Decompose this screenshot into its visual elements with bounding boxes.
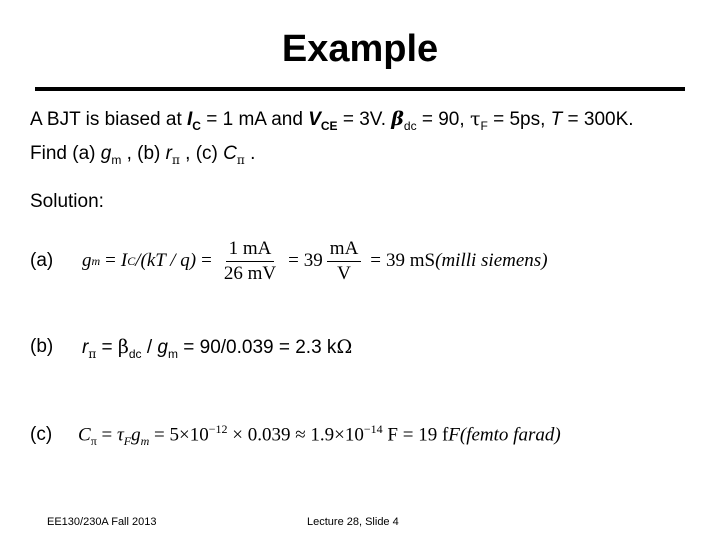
find-end-text: . xyxy=(244,142,256,164)
find-a-text: Find (a) xyxy=(30,142,101,164)
temperature-symbol: T xyxy=(550,109,563,130)
eq-b-r: r xyxy=(82,337,89,358)
eq-b-beta: β xyxy=(117,336,129,358)
eq-a-equals-2: = xyxy=(201,250,212,271)
rpi-subscript: π xyxy=(172,152,180,167)
ic-subscript: C xyxy=(192,118,201,133)
tau-subscript: F xyxy=(480,118,488,133)
eq-a-kt-q: /(kT / q) xyxy=(135,250,197,271)
eq-b-omega: Ω xyxy=(336,336,353,358)
vce-value: = 3V. xyxy=(337,109,392,130)
eq-a-ic-sub: C xyxy=(127,253,136,268)
equation-a xyxy=(82,233,548,289)
ic-symbol: I xyxy=(187,109,193,130)
eq-a-gm: g xyxy=(82,250,92,271)
eq-a-coefficient: 39 xyxy=(303,250,323,271)
cpi-subscript: π xyxy=(236,152,245,167)
eq-a-fraction-2 xyxy=(327,238,362,285)
problem-text: A BJT is biased at xyxy=(30,109,188,130)
eq-a-gm-sub: m xyxy=(91,253,101,268)
slide-title: Example xyxy=(281,28,439,70)
eq-c-m: m xyxy=(140,434,150,449)
eq-a-equals-1: = xyxy=(105,250,116,271)
find-c-text: , (c) xyxy=(179,142,224,164)
eq-b-dc: dc xyxy=(128,346,142,361)
part-c-label: (c) xyxy=(30,424,53,445)
rpi-symbol: r xyxy=(165,142,172,164)
eq-a-result: 39 mS xyxy=(386,250,436,271)
eq-c-exponent-2: −14 xyxy=(363,422,383,436)
cpi-symbol: C xyxy=(223,142,237,164)
eq-c-pi: π xyxy=(90,434,97,449)
eq-a-ic: I xyxy=(120,250,128,271)
eq-b-slash: / xyxy=(141,337,158,358)
temperature-value: = 300K. xyxy=(562,109,634,130)
equation-c xyxy=(78,422,561,449)
eq-b-equals: = xyxy=(96,337,118,358)
eq-c-equals: = xyxy=(96,424,117,446)
eq-a-den-1: 26 mV xyxy=(223,262,277,284)
problem-line-2 xyxy=(30,140,700,174)
eq-a-equals-4: = xyxy=(370,250,382,271)
tau-symbol: τ xyxy=(469,108,481,130)
eq-a-num-1: 1 mA xyxy=(226,238,275,262)
eq-c-value-1: = 5×10 xyxy=(149,424,209,446)
eq-c-unit: F = 19 f xyxy=(382,424,449,446)
part-b-label: (b) xyxy=(30,336,54,357)
part-a-label: (a) xyxy=(30,250,54,271)
eq-c-g: g xyxy=(131,424,141,446)
ic-value: = 1 mA and xyxy=(200,109,309,130)
vce-subscript: CE xyxy=(320,118,338,133)
eq-a-num-2: mA xyxy=(327,238,362,262)
beta-value: = 90, xyxy=(416,109,470,130)
beta-subscript: dc xyxy=(403,118,417,133)
footer-slide-number: Lecture 28, Slide 4 xyxy=(307,516,399,528)
gm-symbol: g xyxy=(100,142,112,164)
eq-c-f: F xyxy=(123,434,132,449)
eq-c-note: F(femto farad) xyxy=(448,424,561,446)
eq-c-c: C xyxy=(78,424,91,446)
eq-a-fraction-1 xyxy=(221,238,279,285)
find-b-text: , (b) xyxy=(121,142,166,164)
gm-subscript: m xyxy=(111,152,122,167)
problem-line-1 xyxy=(30,106,700,140)
equation-b xyxy=(82,336,352,361)
eq-b-result: = 90/0.039 = 2.3 k xyxy=(177,337,337,358)
eq-c-exponent-1: −12 xyxy=(208,422,228,436)
solution-label: Solution: xyxy=(30,191,104,212)
vce-symbol: V xyxy=(308,109,321,130)
beta-symbol: β xyxy=(391,108,404,130)
eq-c-tau: τ xyxy=(116,424,124,446)
eq-b-pi: π xyxy=(88,346,97,361)
tau-value: = 5ps, xyxy=(487,109,551,130)
problem-statement xyxy=(30,106,700,174)
title-underline xyxy=(35,87,685,91)
eq-a-note: (milli siemens) xyxy=(435,250,548,271)
footer-course: EE130/230A Fall 2013 xyxy=(47,516,157,528)
eq-a-equals-3: = xyxy=(288,250,299,271)
eq-c-value-2: × 0.039 ≈ 1.9×10 xyxy=(227,424,364,446)
eq-a-den-2: V xyxy=(337,262,351,284)
eq-b-g: g xyxy=(157,337,168,358)
eq-b-m: m xyxy=(167,346,178,361)
